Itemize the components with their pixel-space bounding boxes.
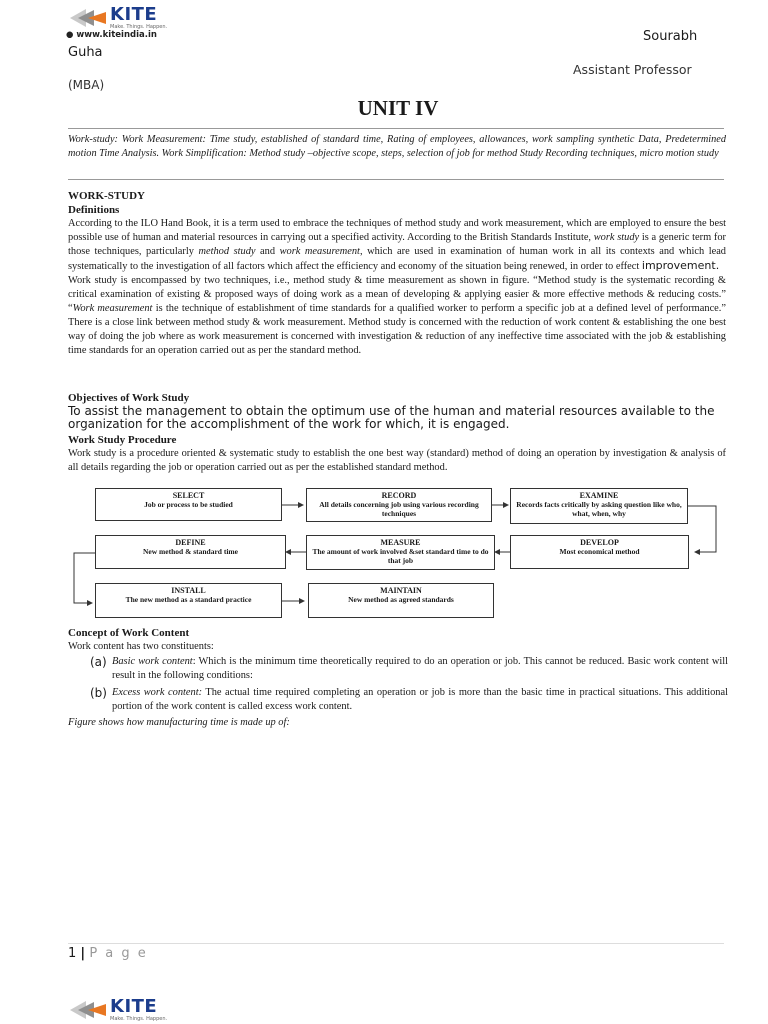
- arrow-examine-develop: [688, 506, 716, 552]
- flow-step-examine: [510, 488, 688, 524]
- list-item-basic: [88, 655, 726, 683]
- define-title: DEFINE: [175, 538, 206, 547]
- record-text: All details concerning job using various recording techniques: [319, 500, 479, 518]
- page-title: UNIT IV: [357, 96, 439, 120]
- flow-step-record: [306, 488, 492, 522]
- syllabus-text: Work-study: Work Measurement: Time study, established of standard time, Rating of employees, allowances, work sampling synthetic Data, Predetermined motion Time Analysis. Work Simplification: Method study –objective scope, steps, selection of job for method Study Recording techniques, micro motion study: [68, 134, 726, 159]
- kite-logo-footer: [66, 998, 167, 1022]
- measure-title: MEASURE: [380, 538, 421, 547]
- list-item-excess: [88, 686, 726, 714]
- heading-procedure: Work Study Procedure: [68, 434, 177, 446]
- measure-text: The amount of work involved &set standard time to do that job: [312, 547, 489, 565]
- maintain-text: New method as agreed standards: [348, 595, 454, 604]
- excess-content-text: Excess work content: The actual time required completing an operation or job is more than the basic time in practical situations. This additional portion of the work content is called excess work content.: [112, 687, 728, 712]
- footer-logo-brand: KITE: [110, 996, 158, 1017]
- heading-objectives: Objectives of Work Study: [68, 392, 190, 404]
- procedure-text: Work study is a procedure oriented & systematic study to establish the one best way (standard) method of doing an operation by investigation & analysis of all details regarding the job or operation carried out as per the established standard method.: [68, 448, 726, 473]
- develop-text: Most economical method: [559, 547, 640, 556]
- develop-title: DEVELOP: [580, 538, 619, 547]
- flow-step-select: [95, 488, 282, 521]
- flow-step-define: [95, 535, 286, 569]
- page-number: 1: [68, 946, 77, 961]
- author-first-name: Sourabh: [643, 29, 698, 44]
- website-link[interactable]: ● www.kiteindia.in: [66, 30, 157, 40]
- basic-content-text: Basic work content: Which is the minimum time theoretically required to do an operation or job. This cannot be reduced. Basic work content will result in the following conditions:: [112, 656, 728, 681]
- work-study-paragraph: Work study is encompassed by two techniques, i.e., method study & time measurement as shown in figure. “Method study is the systematic recording & critical examination of existing & proposed ways of doing work as a mean of developing & applying easier & more effective methods & reducing costs.” “Work measurement is the technique of establishment of time standards for a qualified worker to perform a specific job at a defined level of performance.” There is a close link between method study & work measurement. Method study is concerned with the reduction of work content & establishing the one best way of doing the job where as work measurement is concerned with investigation & reduction of any ineffective time associated with the job & establishing time standards for an operation carried out as per the standard method.: [68, 275, 726, 356]
- install-text: The new method as a standard practice: [125, 595, 252, 604]
- list-marker-a: (a): [90, 655, 107, 669]
- define-text: New method & standard time: [143, 547, 238, 556]
- flow-step-install: [95, 583, 282, 618]
- record-title: RECORD: [381, 491, 417, 500]
- section-work-content: [68, 626, 726, 654]
- logo-tagline: Make. Things. Happen.: [110, 24, 168, 30]
- install-title: INSTALL: [171, 586, 206, 595]
- page-label: P a g e: [89, 946, 148, 961]
- author-last-name: Guha: [68, 45, 103, 60]
- flow-step-develop: [510, 535, 689, 569]
- definition-paragraph: According to the ILO Hand Book, it is a term used to embrace the techniques of method study and work measurement, which are employed to ensure the best possible use of human and material resources in carrying out a specified activity. According to the British Standards Institute, work study is a generic term for those techniques, particularly method study and work measurement, which are used in examination of human work in all its contexts and which lead systematically to the investigation of all factors which affect the efficiency and economy of the situation being renewed, in order to effect improvement.: [68, 218, 727, 272]
- figure-note: Figure shows how manufacturing time is made up of:: [68, 717, 290, 728]
- examine-title: EXAMINE: [579, 491, 619, 500]
- author-designation: Assistant Professor: [573, 62, 692, 77]
- examine-text: Records facts critically by asking question like who, what, when, why: [516, 500, 682, 518]
- maintain-title: MAINTAIN: [380, 586, 422, 595]
- logo-brand: KITE: [110, 4, 158, 25]
- list-marker-b: (b): [90, 686, 107, 700]
- website-text: www.kiteindia.in: [76, 30, 157, 40]
- heading-work-content: Concept of Work Content: [68, 627, 190, 639]
- kite-logo-footer-icon: [66, 998, 110, 1022]
- heading-definitions: Definitions: [68, 204, 120, 216]
- heading-work-study: WORK-STUDY: [68, 190, 146, 202]
- page-separator: |: [80, 946, 86, 961]
- flow-step-measure: [306, 535, 495, 570]
- footer-logo-tagline: Make. Things. Happen.: [110, 1016, 168, 1022]
- select-text: Job or process to be studied: [144, 500, 233, 509]
- work-content-intro: Work content has two constituents:: [68, 641, 214, 652]
- flow-step-maintain: [308, 583, 494, 618]
- footer-divider: [68, 943, 724, 944]
- objectives-text: To assist the management to obtain the optimum use of the human and material resources available to the organization for the accomplishment of the work for which, it is engaged.: [68, 404, 715, 431]
- select-title: SELECT: [172, 491, 205, 500]
- arrow-define-install: [74, 553, 95, 603]
- page-footer: [68, 946, 148, 961]
- program-label: (MBA): [68, 78, 105, 92]
